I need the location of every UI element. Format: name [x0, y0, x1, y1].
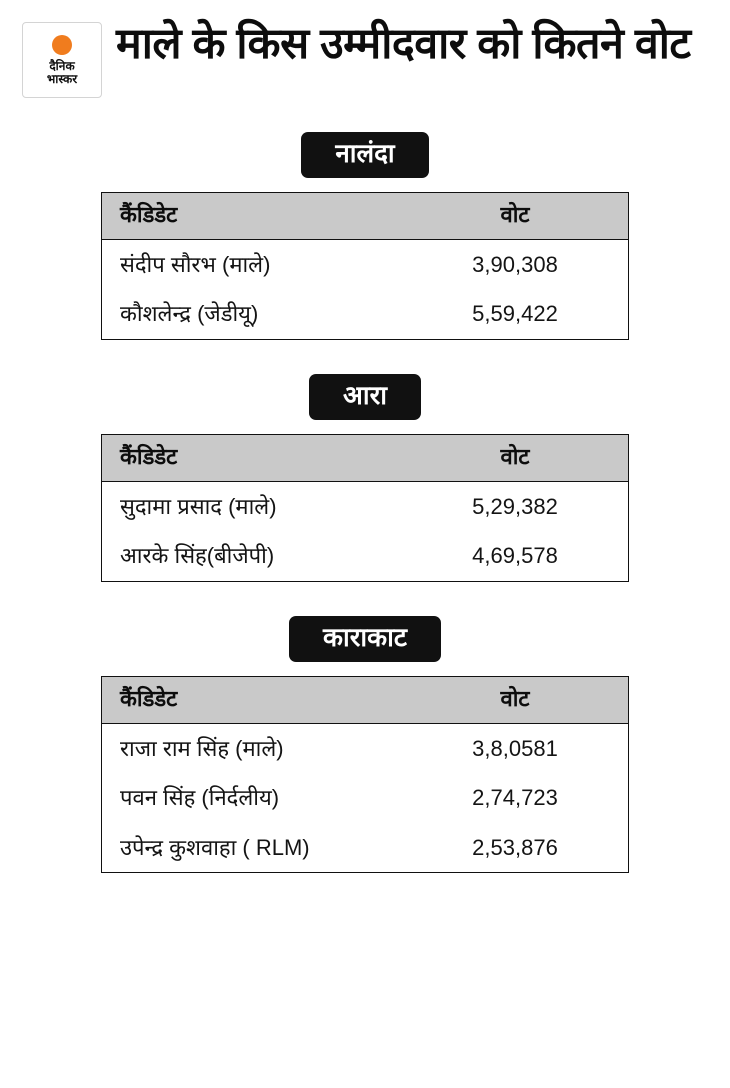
column-header-votes: वोट — [500, 201, 530, 227]
section-nalanda — [0, 132, 730, 340]
cell-candidate: सुदामा प्रसाद (माले) — [120, 493, 277, 519]
cell-votes: 3,8,0581 — [472, 735, 558, 761]
chip-wrap — [0, 374, 730, 420]
column-header-votes: वोट — [500, 685, 530, 711]
cell-candidate: आरके सिंह(बीजेपी) — [120, 543, 275, 569]
chip-wrap — [0, 616, 730, 662]
column-header-candidate: कैंडिडेट — [120, 443, 178, 469]
table-row — [102, 289, 628, 339]
results-table — [101, 192, 629, 340]
table-row — [102, 773, 628, 823]
section-ara — [0, 374, 730, 582]
table-header-row — [102, 677, 628, 724]
cell-candidate: उपेन्द्र कुशवाहा ( RLM) — [120, 834, 310, 860]
page-title: माले के किस उम्मीदवार को कितने वोट — [116, 20, 691, 68]
cell-candidate: संदीप सौरभ (माले) — [120, 251, 271, 277]
column-header-candidate: कैंडिडेट — [120, 685, 178, 711]
section-karakat — [0, 616, 730, 873]
cell-candidate: पवन सिंह (निर्दलीय) — [120, 785, 280, 811]
results-table — [101, 434, 629, 582]
table-row — [102, 482, 628, 532]
table-row — [102, 531, 628, 581]
section-title-badge: आरा — [309, 374, 421, 420]
cell-votes: 4,69,578 — [472, 543, 558, 569]
table-row — [102, 724, 628, 774]
cell-votes: 5,59,422 — [472, 301, 558, 327]
table-header-row — [102, 435, 628, 482]
cell-candidate: राजा राम सिंह (माले) — [120, 735, 284, 761]
column-header-votes: वोट — [500, 443, 530, 469]
cell-votes: 2,74,723 — [472, 785, 558, 811]
sun-icon — [52, 35, 72, 55]
logo-line-2: भास्कर — [46, 71, 78, 86]
logo-line-1: दैनिक — [49, 58, 75, 73]
cell-votes: 2,53,876 — [472, 834, 558, 860]
table-row — [102, 240, 628, 290]
cell-candidate: कौशलेन्द्र (जेडीयू) — [120, 301, 259, 327]
section-title-badge: नालंदा — [301, 132, 428, 178]
cell-votes: 3,90,308 — [472, 251, 558, 277]
results-table — [101, 676, 629, 874]
table-header-row — [102, 193, 628, 240]
table-row — [102, 823, 628, 873]
chip-wrap — [0, 132, 730, 178]
dainik-bhaskar-logo — [22, 22, 102, 98]
column-header-candidate: कैंडिडेट — [120, 201, 178, 227]
cell-votes: 5,29,382 — [472, 493, 558, 519]
section-title-badge: काराकाट — [289, 616, 441, 662]
header — [0, 0, 730, 98]
